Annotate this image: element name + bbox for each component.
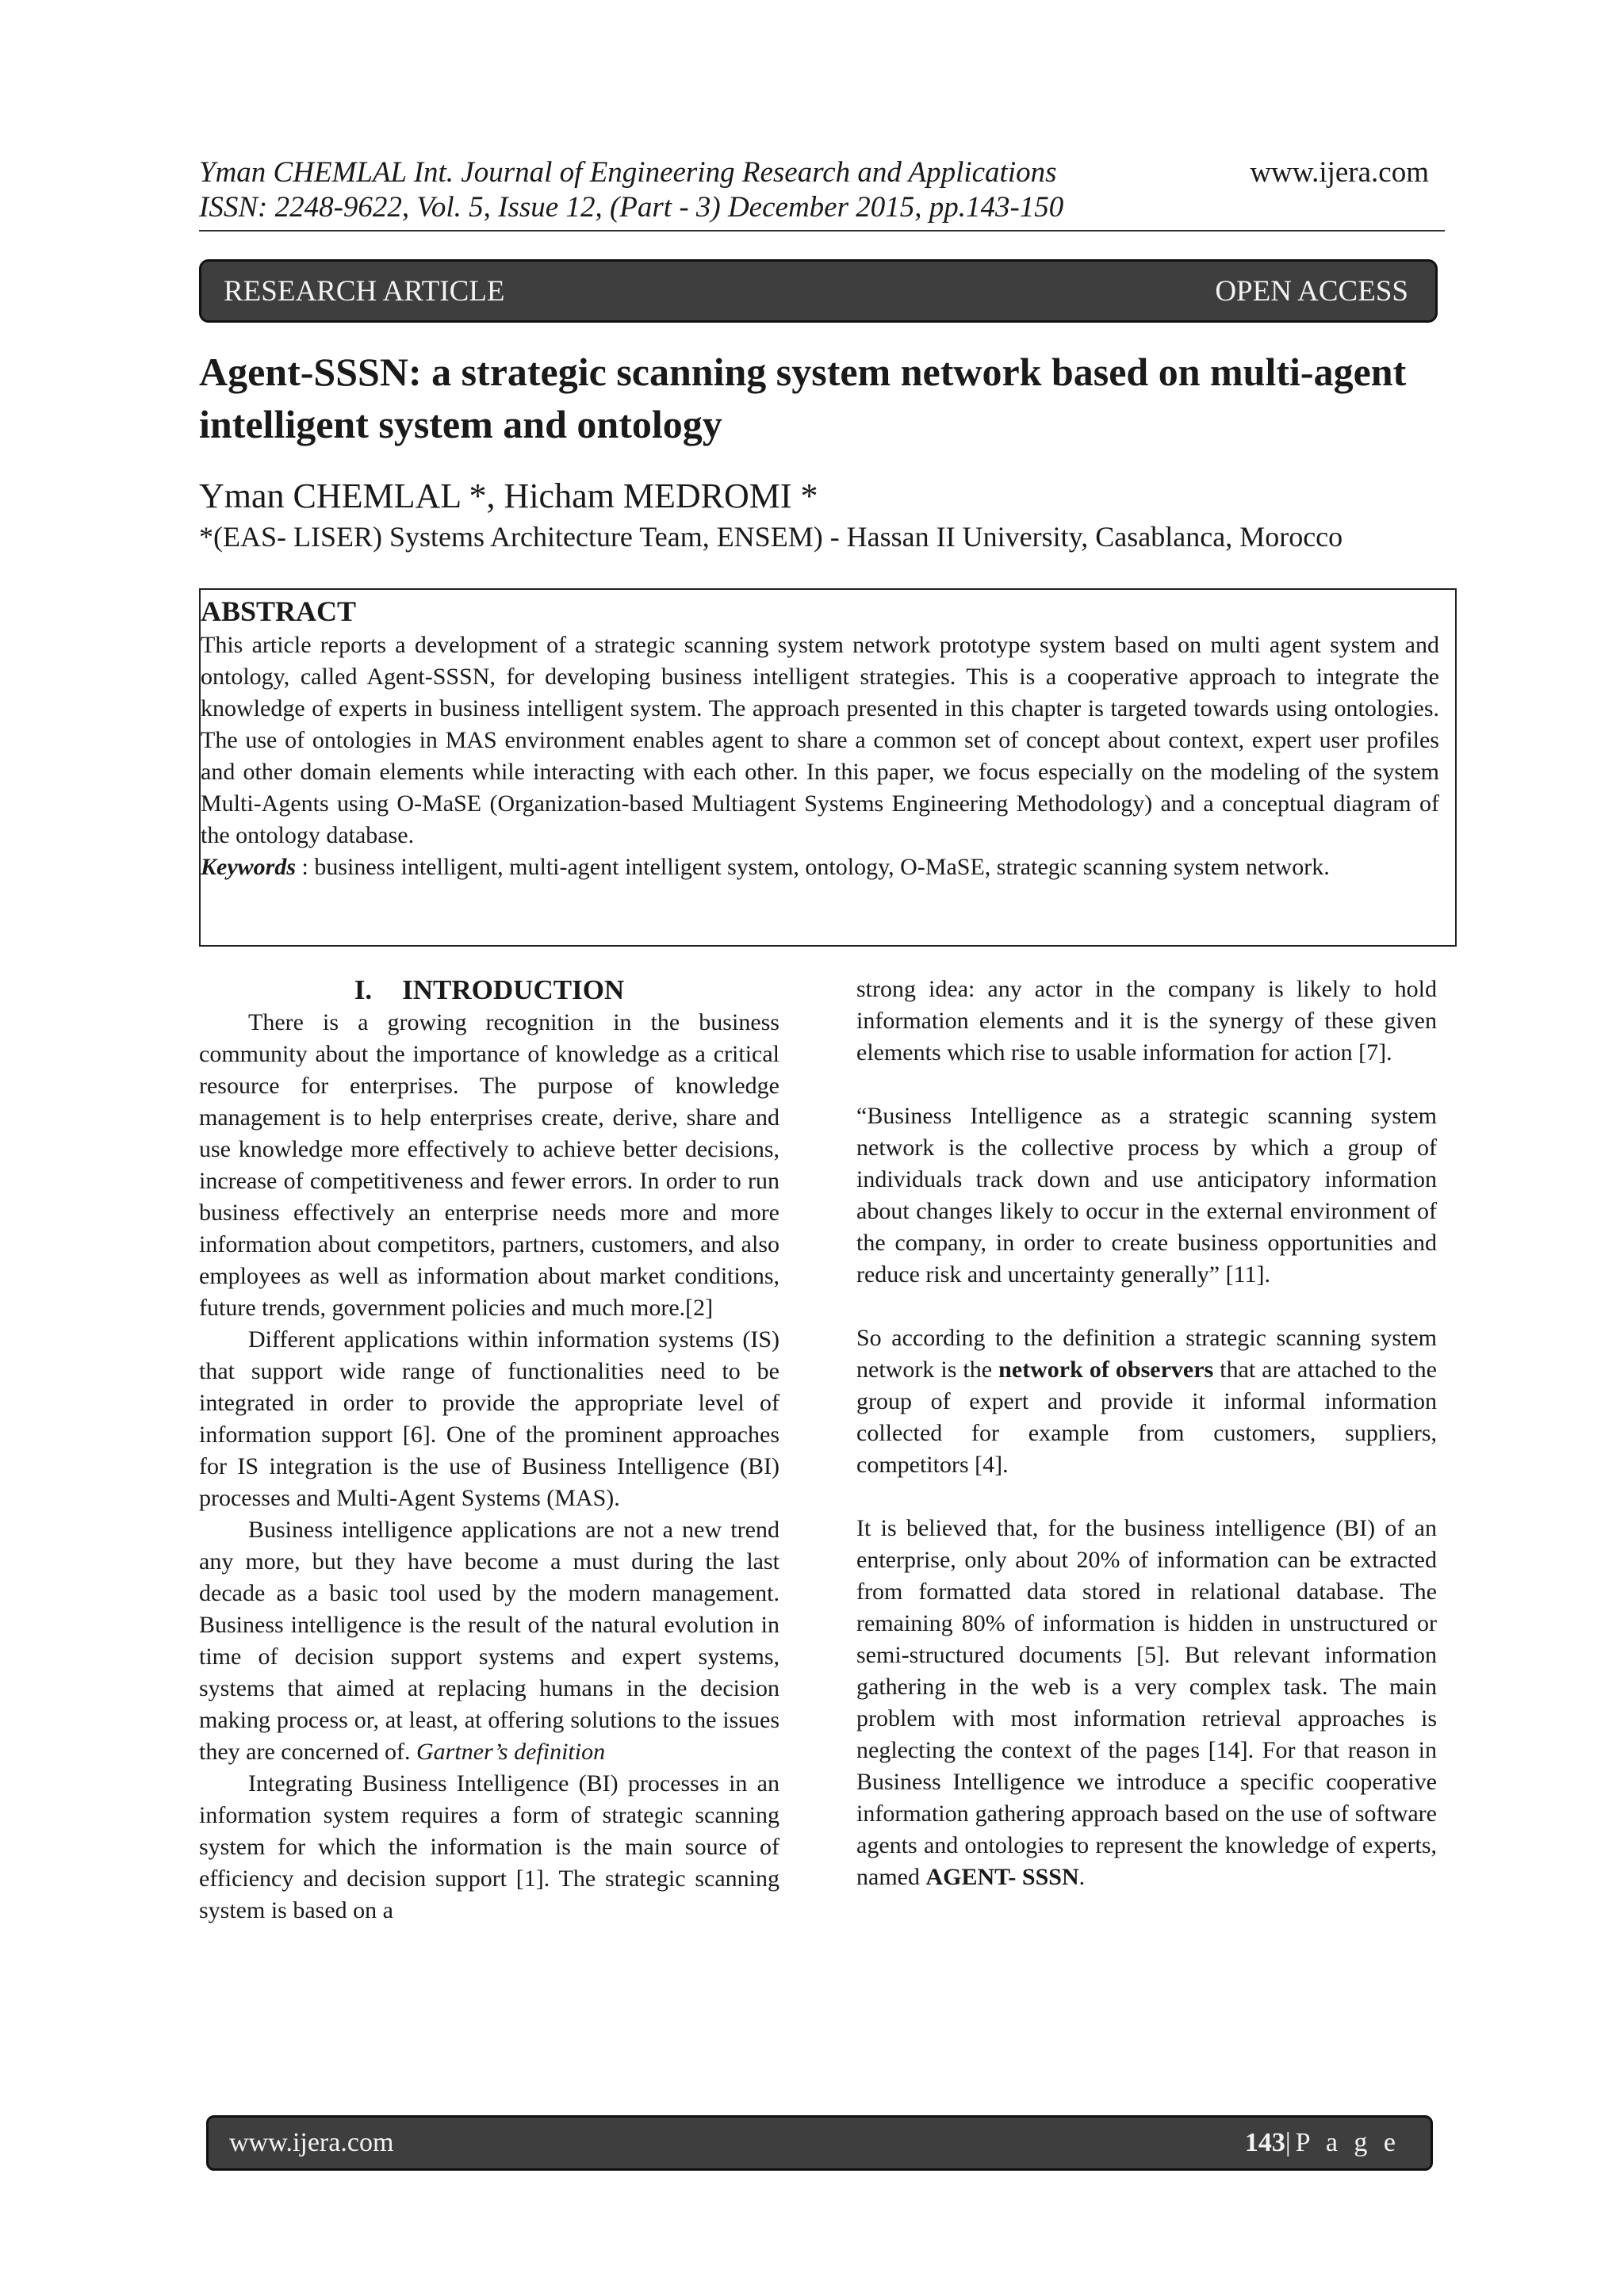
abstract-text: This article reports a development of a strategic scanning system network prototype system based on multi agent system and ontology, called Agent-SSSN, for developing business intelligent strategies. This is a cooperative approach to integrate the knowledge of experts in business intelligent system. The approach presented in this chapter is targeted towards using ontologies. The use of ontologies in MAS environment enables agent to share a common set of concept about context, expert user profiles and other domain elements while interacting with each other. In this paper, we focus especially on the modeling of the system Multi-Agents using O-MaSE (Organization-based Multiagent Systems Engineering Methodology) and a conceptual diagram of the ontology database.	[201, 632, 1439, 848]
page-footer	[206, 2115, 1433, 2171]
right-paragraph-1: strong idea: any actor in the company is likely to hold information elements and it is the synergy of these given elements which rise to usable information for action [7].	[856, 976, 1437, 1066]
header-website: www.ijera.com	[1250, 156, 1429, 189]
intro-paragraph-3	[199, 1514, 779, 1768]
keywords	[201, 851, 1439, 883]
left-column	[199, 974, 779, 1927]
authors: Yman CHEMLAL *, Hicham MEDROMI *	[199, 476, 818, 515]
section-title: INTRODUCTION	[402, 974, 625, 1005]
right-paragraph-3-start: So according to the definition a strategic scanning system network is the	[856, 1325, 1437, 1383]
right-paragraph-2: “Business Intelligence as a strategic scanning system network is the collective process by which a group of individuals track down and use anticipatory information about changes likely to occur in the external environment of the company, in order to create business opportunities and reduce risk and uncertainty generally” [11].	[856, 1103, 1437, 1288]
research-article-label: RESEARCH ARTICLE	[224, 274, 505, 308]
section-number: I.	[354, 974, 373, 1005]
affiliation: *(EAS- LISER) Systems Architecture Team, ENSEM) - Hassan II University, Casablanca, Morocco	[199, 521, 1343, 553]
article-type-banner	[199, 259, 1438, 323]
right-paragraph-4-text: It is believed that, for the business intelligence (BI) of an enterprise, only about 20% of information can be extracted from formatted data stored in relational database. The remaining 80% of information is hidden in unstructured or semi-structured documents [5]. But relevant information gathering in the web is a very complex task. The main problem with most information retrieval approaches is neglecting the context of the pages [14]. For that reason in Business Intelligence we introduce a specific cooperative information gathering approach based on the use of software agents and ontologies to represent the knowledge of experts, named	[856, 1515, 1437, 1890]
page-word: |P a g e	[1285, 2128, 1400, 2157]
issn-line: ISSN: 2248-9622, Vol. 5, Issue 12, (Part - 3) December 2015, pp.143-150	[199, 191, 1064, 224]
abstract-heading: ABSTRACT	[201, 595, 357, 627]
intro-paragraph-2: Different applications within information systems (IS) that support wide range of functionalities need to be integrated in order to provide the appropriate level of information support [6]. One of the prominent approaches for IS integration is the use of Business Intelligence (BI) processes and Multi-Agent Systems (MAS).	[199, 1326, 779, 1511]
intro-paragraph-3-text: Business intelligence applications are not a new trend any more, but they have become a must during the last decade as a basic tool used by the modern management. Business intelligence is the result of the natural evolution in time of decision support systems and expert systems, systems that aimed at replacing humans in the decision making process or, at least, at offering solutions to the issues they are concerned of.	[199, 1517, 779, 1765]
right-column	[856, 974, 1437, 1893]
right-paragraph-4	[856, 1513, 1437, 1893]
journal-line: Yman CHEMLAL Int. Journal of Engineering Research and Applications	[199, 156, 1057, 189]
network-of-observers: network of observers	[998, 1357, 1214, 1383]
page-label	[1245, 2128, 1400, 2158]
paper-title: Agent-SSSN: a strategic scanning system network based on multi-agent intelligent system and ontology	[199, 350, 1407, 446]
agent-sssn-name: AGENT- SSSN	[925, 1864, 1079, 1890]
keywords-label: Keywords	[201, 854, 296, 880]
gartner-definition: Gartner’s definition	[416, 1739, 606, 1765]
open-access-label: OPEN ACCESS	[1215, 274, 1408, 308]
running-header	[199, 155, 1063, 225]
right-paragraph-4-end: .	[1078, 1864, 1086, 1890]
right-paragraph-3	[856, 1322, 1437, 1481]
right-paragraph-3-end: that are attached to the group of expert and provide it informal information collected for example from customers, suppliers, competitors [4].	[856, 1357, 1437, 1478]
section-heading-introduction	[199, 974, 779, 1007]
keywords-text: : business intelligent, multi-agent intelligent system, ontology, O-MaSE, strategic scanning system network.	[296, 854, 1330, 880]
abstract-box	[199, 588, 1457, 947]
page-number: 143	[1244, 2128, 1285, 2157]
footer-website: www.ijera.com	[229, 2128, 394, 2157]
intro-paragraph-1: There is a growing recognition in the business community about the importance of knowledge as a critical resource for enterprises. The purpose of knowledge management is to help enterprises create, derive, share and use knowledge more effectively to achieve better decisions, increase of competitiveness and fewer errors. In order to run business effectively an enterprise needs more and more information about competitors, partners, customers, and also employees as well as information about market conditions, future trends, government policies and much more.[2]	[199, 1009, 779, 1321]
intro-paragraph-4: Integrating Business Intelligence (BI) processes in an information system requires a form of strategic scanning system for which the information is the main source of efficiency and decision support [1]. The strategic scanning system is based on a	[199, 1770, 779, 1923]
header-rule	[199, 230, 1445, 232]
